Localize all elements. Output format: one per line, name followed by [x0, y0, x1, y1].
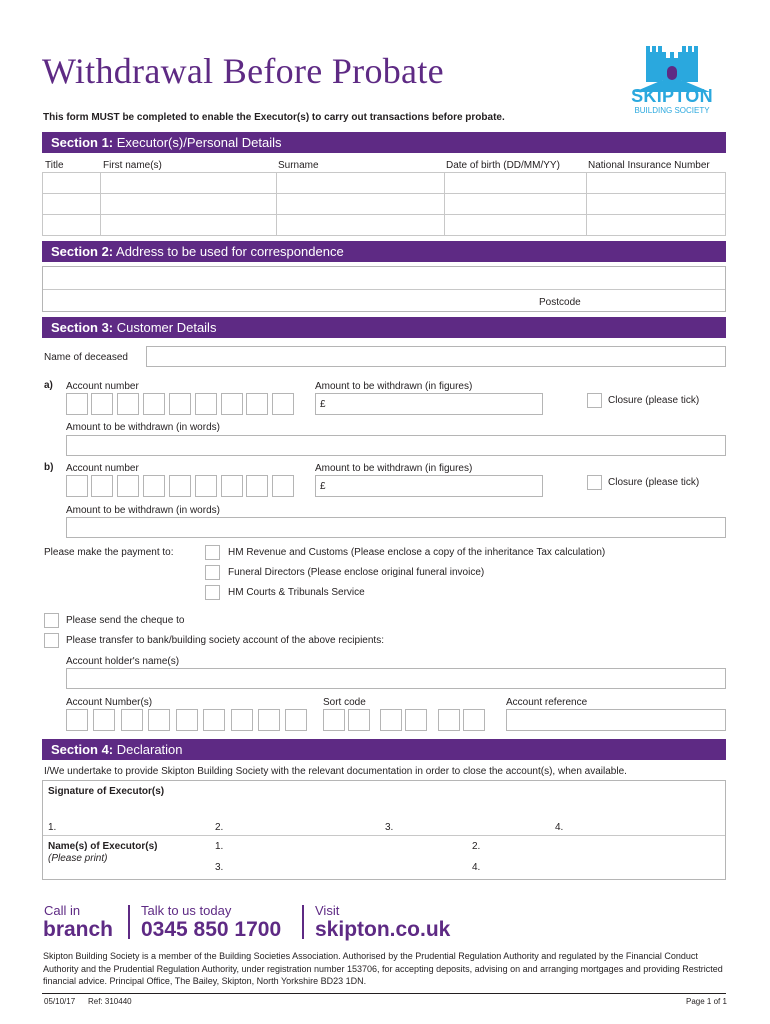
account-b-number-label: Account number: [66, 463, 139, 474]
page-number: Page 1 of 1: [686, 997, 727, 1006]
section-3-label: Section 3:: [51, 320, 114, 335]
call-big: branch: [43, 918, 114, 941]
account-a-number-label: Account number: [66, 381, 139, 392]
call-small: Call in: [44, 903, 81, 918]
account-b-closure-label: Closure (please tick): [608, 477, 700, 488]
form-instructions: This form MUST be completed to enable the Executor(s) to carry out transactions before probate.: [43, 112, 505, 123]
legal-text: Skipton Building Society is a member of the Building Societies Association. Authorised by the Prudential Regulation Authority and regulated by the Financial Conduct Authority and the Prudential Regulation Authority, under registration number 153706, for accepting deposits, advising on and arranging mortgages and providing Restricted financial advice. Principal Office, The Bailey, Skipton, North Yorkshire BD23 1DN.: [43, 951, 723, 986]
account-a-marker: a): [44, 380, 53, 391]
castle-icon: [622, 40, 722, 92]
account-a-amount-words-input[interactable]: [66, 435, 726, 456]
hmrc-checkbox[interactable]: [205, 545, 220, 560]
payment-label: Please make the payment to:: [44, 547, 174, 558]
section-2-label: Section 2:: [51, 244, 114, 259]
account-b-closure-checkbox[interactable]: [587, 475, 602, 490]
names-hint: (Please print): [48, 853, 108, 864]
funeral-directors-label: Funeral Directors (Please enclose original funeral invoice): [228, 567, 485, 578]
website-link[interactable]: skipton.co.uk: [315, 918, 451, 941]
name-1: 1.: [215, 841, 224, 852]
executor-details-table[interactable]: [42, 172, 726, 236]
logo-name: SKIPTON: [631, 86, 713, 106]
hm-courts-label: HM Courts & Tribunals Service: [228, 587, 365, 598]
section-3-header: [42, 317, 726, 338]
pound-sign: £: [320, 481, 326, 492]
sig-3: 3.: [385, 822, 394, 833]
executor-names-area[interactable]: [200, 836, 725, 879]
section-4-header: [42, 739, 726, 760]
send-cheque-label: Please send the cheque to: [66, 615, 185, 626]
section-1-title: Executor(s)/Personal Details: [116, 135, 282, 150]
sig-1: 1.: [48, 822, 57, 833]
logo-tagline: BUILDING SOCIETY: [634, 106, 710, 115]
form-date: 05/10/17: [44, 997, 76, 1006]
account-b-marker: b): [44, 462, 54, 473]
account-b-words-label: Amount to be withdrawn (in words): [66, 505, 220, 516]
sig-2: 2.: [215, 822, 224, 833]
funeral-directors-checkbox[interactable]: [205, 565, 220, 580]
name-2: 2.: [472, 841, 481, 852]
send-cheque-checkbox[interactable]: [44, 613, 59, 628]
account-reference-input[interactable]: [506, 709, 726, 731]
signature-label: Signature of Executor(s): [48, 786, 165, 797]
account-reference-label: Account reference: [506, 697, 588, 708]
form-ref: Ref: 310440: [88, 997, 132, 1006]
col-ni-number: National Insurance Number: [588, 160, 710, 171]
col-title: Title: [45, 160, 64, 171]
account-b-figures-label: Amount to be withdrawn (in figures): [315, 463, 473, 474]
pound-sign: £: [320, 399, 326, 410]
undertaking-text: I/We undertake to provide Skipton Building Society with the relevant documentation in order to close the account(s), when available.: [44, 766, 627, 777]
bank-transfer-checkbox[interactable]: [44, 633, 59, 648]
name-of-deceased-label: Name of deceased: [44, 352, 128, 363]
postcode-label: Postcode: [539, 297, 581, 308]
sig-4: 4.: [555, 822, 564, 833]
names-label: Name(s) of Executor(s): [48, 841, 158, 852]
account-numbers-label: Account Number(s): [66, 697, 153, 708]
section-4-label: Section 4:: [51, 742, 114, 757]
name-3: 3.: [215, 862, 224, 873]
section-2-header: [42, 241, 726, 262]
account-holder-label: Account holder's name(s): [66, 656, 180, 667]
hmrc-label: HM Revenue and Customs (Please enclose a copy of the inheritance Tax calculation): [228, 547, 606, 558]
account-a-closure-checkbox[interactable]: [587, 393, 602, 408]
account-a-amount-figures-input[interactable]: [315, 393, 543, 415]
sort-code-label: Sort code: [323, 697, 366, 708]
section-1-label: Section 1:: [51, 135, 114, 150]
skipton-logo: [622, 40, 722, 118]
signature-area[interactable]: [43, 800, 725, 834]
col-first-names: First name(s): [103, 160, 162, 171]
col-surname: Surname: [278, 160, 319, 171]
account-a-words-label: Amount to be withdrawn (in words): [66, 422, 220, 433]
account-holder-input[interactable]: [66, 668, 726, 689]
section-3-title: Customer Details: [116, 320, 217, 335]
page-title: Withdrawal Before Probate: [42, 51, 444, 91]
col-dob: Date of birth (DD/MM/YY): [446, 160, 560, 171]
section-1-header: [42, 132, 726, 153]
bank-transfer-label: Please transfer to bank/building society account of the above recipients:: [66, 635, 384, 646]
name-of-deceased-input[interactable]: [146, 346, 726, 367]
section-2-title: Address to be used for correspondence: [116, 244, 344, 259]
account-a-closure-label: Closure (please tick): [608, 395, 700, 406]
account-a-figures-label: Amount to be withdrawn (in figures): [315, 381, 473, 392]
section-4-title: Declaration: [116, 742, 183, 757]
account-b-amount-words-input[interactable]: [66, 517, 726, 538]
hm-courts-checkbox[interactable]: [205, 585, 220, 600]
account-b-amount-figures-input[interactable]: [315, 475, 543, 497]
visit-small: Visit: [315, 903, 340, 918]
phone-number[interactable]: 0345 850 1700: [141, 918, 282, 941]
name-4: 4.: [472, 862, 481, 873]
talk-small: Talk to us today: [141, 903, 232, 918]
